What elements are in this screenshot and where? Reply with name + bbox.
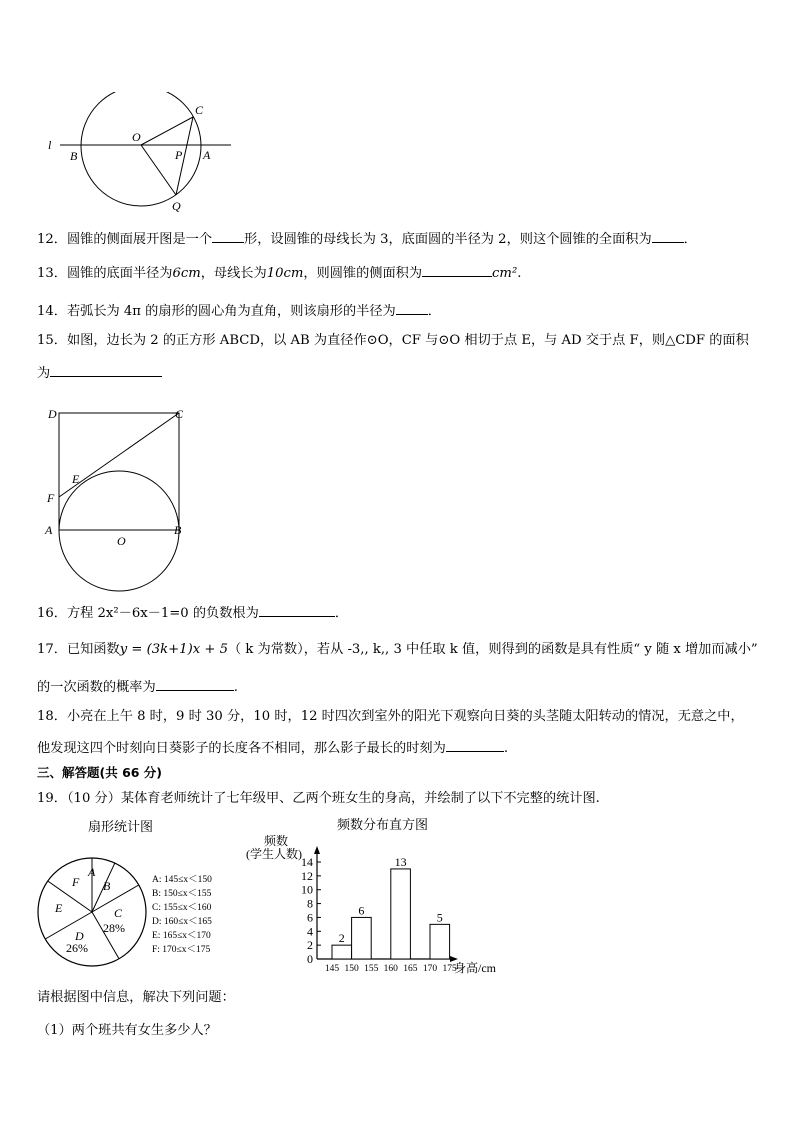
question-12: 12．圆锥的侧面展开图是一个 形，设圆锥的母线长为 3，底面圆的半径为 2，则这个圆锥的全面积为 ． — [37, 229, 697, 249]
question-13: 13．圆锥的底面半径为6cm，母线长为10cm，则圆锥的侧面积为 cm². — [37, 263, 521, 283]
section-title: 三、解答题(共 66 分) — [37, 765, 163, 780]
answer-blank[interactable] — [212, 229, 244, 243]
label-F: F — [47, 491, 55, 505]
label-B: B — [70, 149, 78, 163]
pie-label-C: C — [114, 906, 123, 920]
figure-circle-line — [40, 92, 240, 217]
legend-C: C: 155≤x＜160 — [152, 903, 212, 913]
answer-blank[interactable] — [50, 363, 162, 377]
histogram-chart — [240, 812, 520, 982]
bar-150-155 — [352, 917, 372, 959]
label-C: C — [195, 103, 204, 117]
answer-blank[interactable] — [446, 738, 504, 752]
y-tick-label: 2 — [307, 938, 313, 953]
pie-label-A: A — [88, 865, 96, 879]
figure-square-circle — [40, 400, 200, 592]
x-tick-label: 160 — [383, 964, 398, 974]
x-tick-label: 175 — [442, 964, 457, 974]
x-tick-label: 145 — [324, 964, 340, 974]
y-tick-label: 4 — [307, 924, 313, 939]
hist-xlabel: 身高/cm — [454, 961, 496, 975]
pie-label-B: B — [103, 879, 111, 893]
x-tick-label: 165 — [403, 964, 418, 974]
pie-pct-D: 26% — [66, 941, 88, 955]
pie-chart — [35, 815, 235, 975]
answer-blank[interactable] — [156, 677, 234, 691]
label-O: O — [117, 534, 126, 548]
pie-title: 扇形统计图 — [88, 819, 154, 834]
pie-legend — [152, 875, 212, 955]
y-tick-label: 0 — [307, 952, 313, 966]
label-O: O — [132, 130, 141, 144]
hist-ylabel-1: 频数 — [264, 834, 289, 848]
label-D: D — [48, 407, 57, 421]
bar-value-label: 6 — [358, 903, 365, 918]
legend-B: B: 150≤x＜155 — [152, 889, 212, 899]
legend-A: A: 145≤x＜150 — [152, 875, 212, 885]
question-14: 14．若弧长为 4π 的扇形的圆心角为直角，则该扇形的半径为 ． — [37, 301, 441, 321]
x-tick-label: 155 — [364, 964, 379, 974]
question-15: 15．如图，边长为 2 的正方形 ABCD，以 AB 为直径作⊙O，CF 与⊙O 相切于点 E，与 AD 交于点 F，则△CDF 的面积 — [37, 333, 749, 348]
pie-pct-C: 28% — [103, 921, 125, 935]
label-P: P — [175, 148, 183, 162]
x-tick-label: 150 — [344, 964, 359, 974]
label-l: l — [48, 138, 52, 152]
answer-blank[interactable] — [259, 603, 335, 617]
bar-value-label: 5 — [436, 910, 443, 925]
instruction-line: 请根据图中信息，解决下列问题： — [37, 990, 235, 1005]
question-15-cont: 为 — [37, 363, 162, 383]
label-C: C — [175, 407, 184, 421]
label-E: E — [72, 472, 80, 486]
legend-E: E: 165≤x＜170 — [152, 931, 211, 941]
question-17-cont: 的一次函数的概率为 . — [37, 677, 238, 697]
y-axis-arrow — [314, 846, 320, 854]
x-tick-label: 170 — [422, 964, 438, 974]
answer-blank[interactable] — [652, 229, 684, 243]
question-18-cont: 他发现这四个时刻向日葵影子的长度各不相同，那么影子最长的时刻为 . — [37, 738, 508, 758]
y-tick-label: 10 — [301, 882, 313, 897]
bar-145-150 — [332, 945, 352, 959]
question-18: 18．小亮在上午 8 时，9 时 30 分，10 时，12 时四次到室外的阳光下观察向日葵的头茎随太阳转动的情况，无意之中， — [37, 709, 744, 724]
y-tick-label: 12 — [301, 868, 313, 883]
bar-170-175 — [430, 924, 450, 959]
hist-title: 频数分布直方图 — [337, 817, 429, 832]
question-19: 19．（10 分）某体育老师统计了七年级甲、乙两个班女生的身高，并绘制了以下不完整的统计图. — [37, 791, 600, 806]
label-A: A — [203, 148, 211, 162]
pie-label-F: F — [72, 875, 80, 889]
question-16: 16．方程 2x²－6x－1=0 的负数根为 ． — [37, 603, 348, 623]
answer-blank[interactable] — [396, 301, 428, 315]
y-tick-label: 6 — [307, 910, 313, 925]
legend-D: D: 160≤x＜165 — [152, 917, 212, 927]
hist-bars — [332, 855, 450, 959]
bar-value-label: 2 — [338, 931, 345, 946]
pie-label-E: E — [55, 901, 63, 915]
answer-blank[interactable] — [422, 263, 492, 277]
pie-divider-4 — [45, 912, 92, 939]
question-17: 17．已知函数y = (3k+1)x + 5（ k 为常数），若从 -3,, k,, 3 中任取 k 值，则得到的函数是具有性质“ y 随 x 增加而减小” — [37, 642, 758, 657]
y-tick-label: 14 — [301, 855, 313, 869]
bar-value-label: 13 — [394, 854, 407, 869]
legend-F: F: 170≤x＜175 — [152, 945, 211, 955]
sub-question-1: （1）两个班共有女生多少人？ — [37, 1023, 217, 1038]
y-tick-label: 8 — [307, 896, 313, 911]
pie-label-D: D — [75, 929, 84, 943]
label-Q: Q — [172, 199, 181, 213]
label-A: A — [45, 523, 53, 537]
bar-160-165 — [391, 869, 411, 959]
hist-ylabel-2: (学生人数) — [246, 847, 302, 861]
label-B: B — [174, 523, 182, 537]
